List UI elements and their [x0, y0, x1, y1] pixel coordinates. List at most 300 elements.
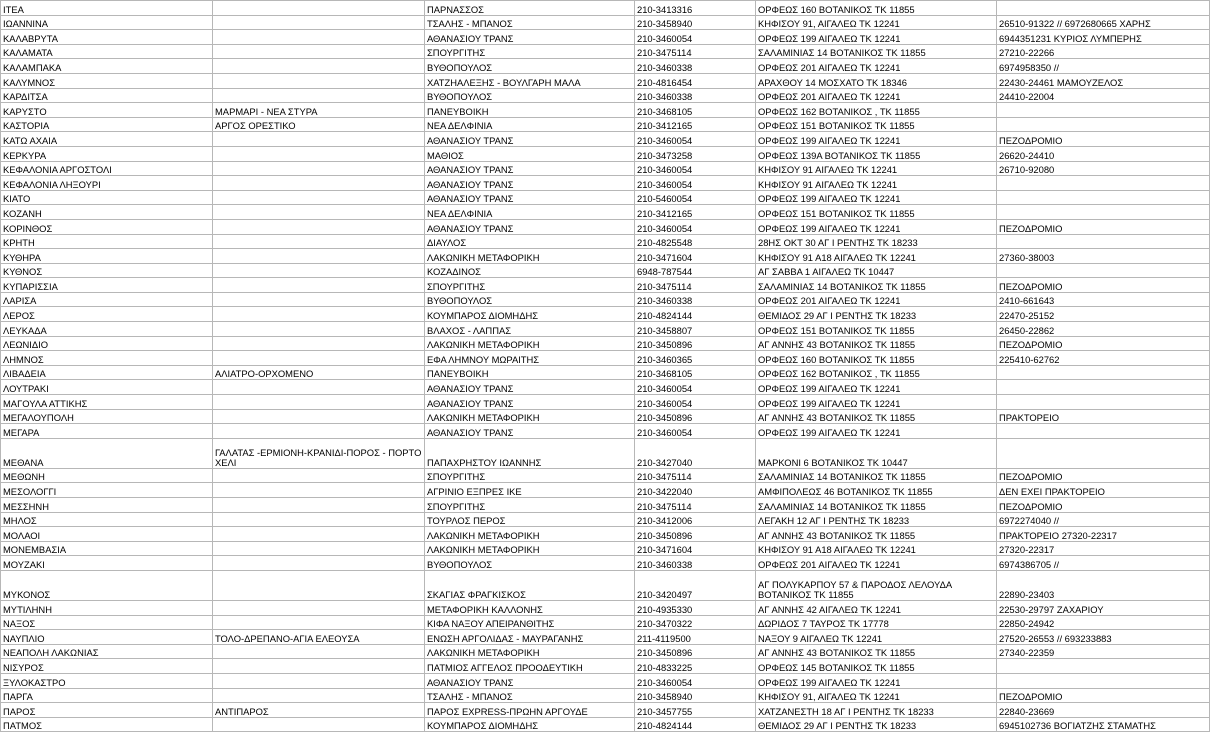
- area-cell[interactable]: [213, 336, 425, 351]
- phone-cell[interactable]: 210-3412165: [635, 205, 756, 220]
- address-cell[interactable]: ΟΡΦΕΩΣ 139Α ΒΟΤΑΝΙΚΟΣ ΤΚ 11855: [756, 146, 997, 161]
- phone-cell[interactable]: 210-3475114: [635, 278, 756, 293]
- address-cell[interactable]: ΚΗΦΙΣΟΥ 91 Α18 ΑΙΓΑΛΕΩ ΤΚ 12241: [756, 541, 997, 556]
- address-cell[interactable]: ΟΡΦΕΩΣ 199 ΑΙΓΑΛΕΩ ΤΚ 12241: [756, 132, 997, 147]
- address-cell[interactable]: ΚΗΦΙΣΟΥ 91, ΑΙΓΑΛΕΩ ΤΚ 12241: [756, 15, 997, 30]
- notes-cell[interactable]: 27520-26553 // 693233883: [997, 630, 1210, 645]
- carrier-cell[interactable]: ΤΟΥΡΛΟΣ ΠΕΡΟΣ: [425, 512, 635, 527]
- address-cell[interactable]: ΟΡΦΕΩΣ 160 ΒΟΤΑΝΙΚΟΣ ΤΚ 11855: [756, 351, 997, 366]
- carrier-cell[interactable]: ΣΠΟΥΡΓΙΤΗΣ: [425, 44, 635, 59]
- phone-cell[interactable]: 210-3450896: [635, 644, 756, 659]
- area-cell[interactable]: [213, 146, 425, 161]
- destination-cell[interactable]: ΠΑΡΟΣ: [1, 703, 213, 718]
- phone-cell[interactable]: 210-3460054: [635, 161, 756, 176]
- notes-cell[interactable]: 26620-24410: [997, 146, 1210, 161]
- destination-cell[interactable]: ΚΑΣΤΟΡΙΑ: [1, 117, 213, 132]
- area-cell[interactable]: [213, 234, 425, 249]
- carrier-cell[interactable]: ΠΑΡΟΣ EXPRESS-ΠΡΩΗΝ ΑΡΓΟΥΔΕ: [425, 703, 635, 718]
- carrier-cell[interactable]: ΣΠΟΥΡΓΙΤΗΣ: [425, 498, 635, 513]
- notes-cell[interactable]: ΠΕΖΟΔΡΟΜΙΟ: [997, 132, 1210, 147]
- phone-cell[interactable]: 210-3460338: [635, 556, 756, 571]
- address-cell[interactable]: ΝΑΞΟΥ 9 ΑΙΓΑΛΕΩ ΤΚ 12241: [756, 630, 997, 645]
- notes-cell[interactable]: ΠΕΖΟΔΡΟΜΙΟ: [997, 336, 1210, 351]
- area-cell[interactable]: [213, 73, 425, 88]
- area-cell[interactable]: [213, 717, 425, 732]
- destination-cell[interactable]: ΛΕΡΟΣ: [1, 307, 213, 322]
- address-cell[interactable]: 28ΗΣ ΟΚΤ 30 ΑΓ Ι ΡΕΝΤΗΣ ΤΚ 18233: [756, 234, 997, 249]
- notes-cell[interactable]: 24410-22004: [997, 88, 1210, 103]
- notes-cell[interactable]: 6945102736 ΒΟΓΙΑΤΖΗΣ ΣΤΑΜΑΤΗΣ: [997, 717, 1210, 732]
- phone-cell[interactable]: 210-3473258: [635, 146, 756, 161]
- destination-cell[interactable]: ΠΑΤΜΟΣ: [1, 717, 213, 732]
- area-cell[interactable]: [213, 600, 425, 615]
- destination-cell[interactable]: ΜΕΣΣΗΝΗ: [1, 498, 213, 513]
- phone-cell[interactable]: 210-3460054: [635, 176, 756, 191]
- area-cell[interactable]: [213, 44, 425, 59]
- carrier-cell[interactable]: ΒΥΘΟΠΟΥΛΟΣ: [425, 59, 635, 74]
- area-cell[interactable]: [213, 1, 425, 16]
- carrier-cell[interactable]: ΧΑΤΖΗΑΛΕΞΗΣ - ΒΟΥΛΓΑΡΗ ΜΑΛΑ: [425, 73, 635, 88]
- phone-cell[interactable]: 210-3412006: [635, 512, 756, 527]
- address-cell[interactable]: ΟΡΦΕΩΣ 151 ΒΟΤΑΝΙΚΟΣ ΤΚ 11855: [756, 322, 997, 337]
- phone-cell[interactable]: 210-3475114: [635, 468, 756, 483]
- area-cell[interactable]: ΑΛΙΑΤΡΟ-ΟΡΧΟΜΕΝΟ: [213, 365, 425, 380]
- address-cell[interactable]: ΛΕΓΑΚΗ 12 ΑΓ Ι ΡΕΝΤΗΣ ΤΚ 18233: [756, 512, 997, 527]
- area-cell[interactable]: [213, 322, 425, 337]
- phone-cell[interactable]: 210-3475114: [635, 498, 756, 513]
- phone-cell[interactable]: 210-3458940: [635, 15, 756, 30]
- carrier-cell[interactable]: ΕΦΑ ΛΗΜΝΟΥ ΜΩΡΑΙΤΗΣ: [425, 351, 635, 366]
- address-cell[interactable]: ΑΓ ΑΝΝΗΣ 43 ΒΟΤΑΝΙΚΟΣ ΤΚ 11855: [756, 409, 997, 424]
- phone-cell[interactable]: 6948-787544: [635, 263, 756, 278]
- address-cell[interactable]: ΟΡΦΕΩΣ 199 ΑΙΓΑΛΕΩ ΤΚ 12241: [756, 219, 997, 234]
- notes-cell[interactable]: [997, 1, 1210, 16]
- area-cell[interactable]: [213, 132, 425, 147]
- notes-cell[interactable]: [997, 117, 1210, 132]
- destination-cell[interactable]: ΝΑΞΟΣ: [1, 615, 213, 630]
- destination-cell[interactable]: ΛΑΡΙΣΑ: [1, 292, 213, 307]
- notes-cell[interactable]: 22530-29797 ΖΑΧΑΡΙΟΥ: [997, 600, 1210, 615]
- address-cell[interactable]: ΚΗΦΙΣΟΥ 91, ΑΙΓΑΛΕΩ ΤΚ 12241: [756, 688, 997, 703]
- notes-cell[interactable]: 6972274040 //: [997, 512, 1210, 527]
- address-cell[interactable]: ΧΑΤΖΑΝΕΣΤΗ 18 ΑΓ Ι ΡΕΝΤΗΣ ΤΚ 18233: [756, 703, 997, 718]
- notes-cell[interactable]: 26510-91322 // 6972680665 ΧΑΡΗΣ: [997, 15, 1210, 30]
- destination-cell[interactable]: ΜΕΘΑΝΑ: [1, 438, 213, 468]
- notes-cell[interactable]: ΠΕΖΟΔΡΟΜΙΟ: [997, 219, 1210, 234]
- area-cell[interactable]: [213, 59, 425, 74]
- destination-cell[interactable]: ΜΟΥΖΑΚΙ: [1, 556, 213, 571]
- carrier-cell[interactable]: ΛΑΚΩΝΙΚΗ ΜΕΤΑΦΟΡΙΚΗ: [425, 409, 635, 424]
- table-row: [1, 73, 1210, 88]
- table-row: [1, 234, 1210, 249]
- destination-cell[interactable]: ΝΙΣΥΡΟΣ: [1, 659, 213, 674]
- carrier-cell[interactable]: ΑΘΑΝΑΣΙΟΥ ΤΡΑΝΣ: [425, 380, 635, 395]
- address-cell[interactable]: ΟΡΦΕΩΣ 199 ΑΙΓΑΛΕΩ ΤΚ 12241: [756, 395, 997, 410]
- phone-cell[interactable]: 210-3460054: [635, 30, 756, 45]
- notes-cell[interactable]: [997, 103, 1210, 118]
- area-cell[interactable]: [213, 205, 425, 220]
- destination-cell[interactable]: ΜΕΓΑΛΟΥΠΟΛΗ: [1, 409, 213, 424]
- destination-cell[interactable]: ΚΑΤΩ ΑΧΑΙΑ: [1, 132, 213, 147]
- carrier-cell[interactable]: ΣΚΑΓΙΑΣ ΦΡΑΓΚΙΣΚΟΣ: [425, 570, 635, 600]
- carrier-cell[interactable]: ΝΕΑ ΔΕΛΦΙΝΙΑ: [425, 205, 635, 220]
- notes-cell[interactable]: 26710-92080: [997, 161, 1210, 176]
- table-row: [1, 483, 1210, 498]
- table-row: [1, 146, 1210, 161]
- carrier-cell[interactable]: ΠΑΤΜΙΟΣ ΑΓΓΕΛΟΣ ΠΡΟΟΔΕΥΤΙΚΗ: [425, 659, 635, 674]
- carrier-cell[interactable]: ΑΘΑΝΑΣΙΟΥ ΤΡΑΝΣ: [425, 219, 635, 234]
- carrier-cell[interactable]: ΛΑΚΩΝΙΚΗ ΜΕΤΑΦΟΡΙΚΗ: [425, 527, 635, 542]
- notes-cell[interactable]: [997, 395, 1210, 410]
- area-cell[interactable]: [213, 659, 425, 674]
- area-cell[interactable]: [213, 673, 425, 688]
- phone-cell[interactable]: 210-3460338: [635, 292, 756, 307]
- area-cell[interactable]: [213, 15, 425, 30]
- destination-cell[interactable]: ΚΑΛΥΜΝΟΣ: [1, 73, 213, 88]
- area-cell[interactable]: [213, 88, 425, 103]
- address-cell[interactable]: ΟΡΦΕΩΣ 199 ΑΙΓΑΛΕΩ ΤΚ 12241: [756, 190, 997, 205]
- address-cell[interactable]: ΟΡΦΕΩΣ 201 ΑΙΓΑΛΕΩ ΤΚ 12241: [756, 88, 997, 103]
- destination-cell[interactable]: ΚΑΡΥΣΤΟ: [1, 103, 213, 118]
- address-cell[interactable]: ΟΡΦΕΩΣ 199 ΑΙΓΑΛΕΩ ΤΚ 12241: [756, 424, 997, 439]
- carrier-cell[interactable]: ΣΠΟΥΡΓΙΤΗΣ: [425, 468, 635, 483]
- destination-cell[interactable]: ΜΕΘΩΝΗ: [1, 468, 213, 483]
- address-cell[interactable]: ΟΡΦΕΩΣ 199 ΑΙΓΑΛΕΩ ΤΚ 12241: [756, 380, 997, 395]
- carrier-cell[interactable]: ΜΑΘΙΟΣ: [425, 146, 635, 161]
- carrier-cell[interactable]: ΠΑΝΕΥΒΟΙΚΗ: [425, 365, 635, 380]
- address-cell[interactable]: ΘΕΜΙΔΟΣ 29 ΑΓ Ι ΡΕΝΤΗΣ ΤΚ 18233: [756, 307, 997, 322]
- phone-cell[interactable]: 210-3412165: [635, 117, 756, 132]
- table-row: [1, 88, 1210, 103]
- phone-cell[interactable]: 210-3420497: [635, 570, 756, 600]
- table-row: [1, 673, 1210, 688]
- destination-cell[interactable]: ΜΟΝΕΜΒΑΣΙΑ: [1, 541, 213, 556]
- area-cell[interactable]: [213, 278, 425, 293]
- notes-cell[interactable]: 27210-22266: [997, 44, 1210, 59]
- phone-cell[interactable]: 210-3427040: [635, 438, 756, 468]
- destination-cell[interactable]: ΚΕΦΑΛΟΝΙΑ ΛΗΞΟΥΡΙ: [1, 176, 213, 191]
- area-cell[interactable]: [213, 468, 425, 483]
- address-cell[interactable]: ΟΡΦΕΩΣ 145 ΒΟΤΑΝΙΚΟΣ ΤΚ 11855: [756, 659, 997, 674]
- area-cell[interactable]: [213, 307, 425, 322]
- area-cell[interactable]: [213, 644, 425, 659]
- area-cell[interactable]: [213, 249, 425, 264]
- table-row: [1, 59, 1210, 74]
- phone-cell[interactable]: 210-4824144: [635, 717, 756, 732]
- notes-cell[interactable]: 22840-23669: [997, 703, 1210, 718]
- notes-cell[interactable]: ΠΕΖΟΔΡΟΜΙΟ: [997, 468, 1210, 483]
- address-cell[interactable]: ΟΡΦΕΩΣ 201 ΑΙΓΑΛΕΩ ΤΚ 12241: [756, 59, 997, 74]
- address-cell[interactable]: ΑΓ ΑΝΝΗΣ 42 ΑΙΓΑΛΕΩ ΤΚ 12241: [756, 600, 997, 615]
- phone-cell[interactable]: 210-3460054: [635, 424, 756, 439]
- destination-cell[interactable]: ΚΟΡΙΝΘΟΣ: [1, 219, 213, 234]
- notes-cell[interactable]: 22850-24942: [997, 615, 1210, 630]
- address-cell[interactable]: ΑΓ ΣΑΒΒΑ 1 ΑΙΓΑΛΕΩ ΤΚ 10447: [756, 263, 997, 278]
- carrier-cell[interactable]: ΔΙΑΥΛΟΣ: [425, 234, 635, 249]
- area-cell[interactable]: [213, 219, 425, 234]
- table-row: [1, 103, 1210, 118]
- address-cell[interactable]: ΟΡΦΕΩΣ 201 ΑΙΓΑΛΕΩ ΤΚ 12241: [756, 556, 997, 571]
- phone-cell[interactable]: 210-3460338: [635, 88, 756, 103]
- carrier-cell[interactable]: ΑΓΡΙΝΙΟ ΕΞΠΡΕΣ ΙΚΕ: [425, 483, 635, 498]
- phone-cell[interactable]: 210-3460054: [635, 673, 756, 688]
- phone-cell[interactable]: 210-3470322: [635, 615, 756, 630]
- notes-cell[interactable]: 22430-24461 ΜΑΜΟΥΖΕΛΟΣ: [997, 73, 1210, 88]
- notes-cell[interactable]: ΠΕΖΟΔΡΟΜΙΟ: [997, 278, 1210, 293]
- destination-cell[interactable]: ΚΥΘΗΡΑ: [1, 249, 213, 264]
- address-cell[interactable]: ΚΗΦΙΣΟΥ 91 ΑΙΓΑΛΕΩ ΤΚ 12241: [756, 161, 997, 176]
- phone-cell[interactable]: 210-3471604: [635, 249, 756, 264]
- carrier-cell[interactable]: ΒΥΘΟΠΟΥΛΟΣ: [425, 556, 635, 571]
- carrier-cell[interactable]: ΜΕΤΑΦΟΡΙΚΗ ΚΑΛΛΟΝΗΣ: [425, 600, 635, 615]
- area-cell[interactable]: [213, 570, 425, 600]
- phone-cell[interactable]: 210-3460365: [635, 351, 756, 366]
- carrier-cell[interactable]: ΑΘΑΝΑΣΙΟΥ ΤΡΑΝΣ: [425, 673, 635, 688]
- phone-cell[interactable]: 210-5460054: [635, 190, 756, 205]
- destination-cell[interactable]: ΚΑΡΔΙΤΣΑ: [1, 88, 213, 103]
- destination-cell[interactable]: ΚΥΘΝΟΣ: [1, 263, 213, 278]
- carrier-cell[interactable]: ΛΑΚΩΝΙΚΗ ΜΕΤΑΦΟΡΙΚΗ: [425, 541, 635, 556]
- phone-cell[interactable]: 210-3458940: [635, 688, 756, 703]
- destination-cell[interactable]: ΚΑΛΑΜΑΤΑ: [1, 44, 213, 59]
- area-cell[interactable]: [213, 498, 425, 513]
- destination-cell[interactable]: ΚΕΡΚΥΡΑ: [1, 146, 213, 161]
- phone-cell[interactable]: 210-3413316: [635, 1, 756, 16]
- table-row: [1, 278, 1210, 293]
- address-cell[interactable]: ΟΡΦΕΩΣ 199 ΑΙΓΑΛΕΩ ΤΚ 12241: [756, 30, 997, 45]
- notes-cell[interactable]: [997, 380, 1210, 395]
- carrier-cell[interactable]: ΚΟΥΜΠΑΡΟΣ ΔΙΟΜΗΔΗΣ: [425, 717, 635, 732]
- destination-cell[interactable]: ΜΟΛΑΟΙ: [1, 527, 213, 542]
- notes-cell[interactable]: 27340-22359: [997, 644, 1210, 659]
- phone-cell[interactable]: 210-3460054: [635, 132, 756, 147]
- area-cell[interactable]: [213, 556, 425, 571]
- carrier-cell[interactable]: ΒΥΘΟΠΟΥΛΟΣ: [425, 88, 635, 103]
- address-cell[interactable]: ΚΗΦΙΣΟΥ 91 Α18 ΑΙΓΑΛΕΩ ΤΚ 12241: [756, 249, 997, 264]
- phone-cell[interactable]: 210-3458807: [635, 322, 756, 337]
- notes-cell[interactable]: [997, 673, 1210, 688]
- phone-cell[interactable]: 210-3460338: [635, 59, 756, 74]
- area-cell[interactable]: [213, 483, 425, 498]
- carrier-cell[interactable]: ΠΑΡΝΑΣΣΟΣ: [425, 1, 635, 16]
- phone-cell[interactable]: 210-3460054: [635, 395, 756, 410]
- notes-cell[interactable]: ΠΕΖΟΔΡΟΜΙΟ: [997, 498, 1210, 513]
- address-cell[interactable]: ΑΓ ΠΟΛΥΚΑΡΠΟΥ 57 & ΠΑΡΟΔΟΣ ΛΕΛΟΥΔΑ ΒΟΤΑΝΙΚΟΣ ΤΚ 11855: [756, 570, 997, 600]
- notes-cell[interactable]: 2410-661643: [997, 292, 1210, 307]
- destination-cell[interactable]: ΛΗΜΝΟΣ: [1, 351, 213, 366]
- notes-cell[interactable]: [997, 176, 1210, 191]
- notes-cell[interactable]: [997, 424, 1210, 439]
- phone-cell[interactable]: 210-4935330: [635, 600, 756, 615]
- carrier-cell[interactable]: ΠΑΝΕΥΒΟΙΚΗ: [425, 103, 635, 118]
- area-cell[interactable]: [213, 541, 425, 556]
- destination-cell[interactable]: ΚΑΛΑΜΠΑΚΑ: [1, 59, 213, 74]
- address-cell[interactable]: ΟΡΦΕΩΣ 160 ΒΟΤΑΝΙΚΟΣ ΤΚ 11855: [756, 1, 997, 16]
- destination-cell[interactable]: ΚΕΦΑΛΟΝΙΑ ΑΡΓΟΣΤΟΛΙ: [1, 161, 213, 176]
- notes-cell[interactable]: ΔΕΝ ΕΧΕΙ ΠΡΑΚΤΟΡΕΙΟ: [997, 483, 1210, 498]
- notes-cell[interactable]: [997, 205, 1210, 220]
- carrier-cell[interactable]: ΚΟΥΜΠΑΡΟΣ ΔΙΟΜΗΔΗΣ: [425, 307, 635, 322]
- destination-cell[interactable]: ΛΕΥΚΑΔΑ: [1, 322, 213, 337]
- carrier-cell[interactable]: ΚΙΦΑ ΝΑΞΟΥ ΑΠΕΙΡΑΝΘΙΤΗΣ: [425, 615, 635, 630]
- destination-cell[interactable]: ΙΤΕΑ: [1, 1, 213, 16]
- carrier-cell[interactable]: ΠΑΠΑΧΡΗΣΤΟΥ ΙΩΑΝΝΗΣ: [425, 438, 635, 468]
- carrier-cell[interactable]: ΑΘΑΝΑΣΙΟΥ ΤΡΑΝΣ: [425, 395, 635, 410]
- area-cell[interactable]: [213, 527, 425, 542]
- notes-cell[interactable]: [997, 659, 1210, 674]
- phone-cell[interactable]: 210-4824144: [635, 307, 756, 322]
- carrier-cell[interactable]: ΑΘΑΝΑΣΙΟΥ ΤΡΑΝΣ: [425, 132, 635, 147]
- carrier-cell[interactable]: ΤΣΑΛΗΣ - ΜΠΑΝΟΣ: [425, 688, 635, 703]
- area-cell[interactable]: [213, 263, 425, 278]
- destination-cell[interactable]: ΜΗΛΟΣ: [1, 512, 213, 527]
- destination-cell[interactable]: ΜΥΤΙΛΗΝΗ: [1, 600, 213, 615]
- phone-cell[interactable]: 210-4816454: [635, 73, 756, 88]
- notes-cell[interactable]: 26450-22862: [997, 322, 1210, 337]
- destination-cell[interactable]: ΚΙΑΤΟ: [1, 190, 213, 205]
- address-cell[interactable]: ΘΕΜΙΔΟΣ 29 ΑΓ Ι ΡΕΝΤΗΣ ΤΚ 18233: [756, 717, 997, 732]
- address-cell[interactable]: ΑΜΦΙΠΟΛΕΩΣ 46 ΒΟΤΑΝΙΚΟΣ ΤΚ 11855: [756, 483, 997, 498]
- phone-cell[interactable]: 210-3468105: [635, 365, 756, 380]
- notes-cell[interactable]: ΠΡΑΚΤΟΡΕΙΟ: [997, 409, 1210, 424]
- area-cell[interactable]: [213, 615, 425, 630]
- notes-cell[interactable]: 6974958350 //: [997, 59, 1210, 74]
- phone-cell[interactable]: 210-4833225: [635, 659, 756, 674]
- notes-cell[interactable]: 225410-62762: [997, 351, 1210, 366]
- area-cell[interactable]: [213, 351, 425, 366]
- carrier-cell[interactable]: ΒΛΑΧΟΣ - ΛΑΠΠΑΣ: [425, 322, 635, 337]
- address-cell[interactable]: ΑΡΑΧΘΟΥ 14 ΜΟΣΧΑΤΟ ΤΚ 18346: [756, 73, 997, 88]
- destination-cell[interactable]: ΚΥΠΑΡΙΣΣΙΑ: [1, 278, 213, 293]
- notes-cell[interactable]: [997, 365, 1210, 380]
- area-cell[interactable]: [213, 190, 425, 205]
- phone-cell[interactable]: 210-3450896: [635, 336, 756, 351]
- destination-cell[interactable]: ΛΟΥΤΡΑΚΙ: [1, 380, 213, 395]
- phone-cell[interactable]: 210-3460054: [635, 380, 756, 395]
- carrier-cell[interactable]: ΑΘΑΝΑΣΙΟΥ ΤΡΑΝΣ: [425, 424, 635, 439]
- phone-cell[interactable]: 211-4119500: [635, 630, 756, 645]
- destination-cell[interactable]: ΝΑΥΠΛΙΟ: [1, 630, 213, 645]
- carrier-cell[interactable]: ΛΑΚΩΝΙΚΗ ΜΕΤΑΦΟΡΙΚΗ: [425, 644, 635, 659]
- area-cell[interactable]: ΓΑΛΑΤΑΣ -ΕΡΜΙΟΝΗ-ΚΡΑΝΙΔΙ-ΠΟΡΟΣ - ΠΟΡΤΟ ΧΕΛΙ: [213, 438, 425, 468]
- address-cell[interactable]: ΟΡΦΕΩΣ 201 ΑΙΓΑΛΕΩ ΤΚ 12241: [756, 292, 997, 307]
- area-cell[interactable]: ΤΟΛΟ-ΔΡΕΠΑΝΟ-ΑΓΙΑ ΕΛΕΟΥΣΑ: [213, 630, 425, 645]
- address-cell[interactable]: ΟΡΦΕΩΣ 162 ΒΟΤΑΝΙΚΟΣ , ΤΚ 11855: [756, 103, 997, 118]
- address-cell[interactable]: ΟΡΦΕΩΣ 151 ΒΟΤΑΝΙΚΟΣ ΤΚ 11855: [756, 205, 997, 220]
- phone-cell[interactable]: 210-3450896: [635, 527, 756, 542]
- address-cell[interactable]: ΟΡΦΕΩΣ 151 ΒΟΤΑΝΙΚΟΣ ΤΚ 11855: [756, 117, 997, 132]
- area-cell[interactable]: ΑΝΤΙΠΑΡΟΣ: [213, 703, 425, 718]
- area-cell[interactable]: ΑΡΓΟΣ ΟΡΕΣΤΙΚΟ: [213, 117, 425, 132]
- phone-cell[interactable]: 210-3475114: [635, 44, 756, 59]
- address-cell[interactable]: ΑΓ ΑΝΝΗΣ 43 ΒΟΤΑΝΙΚΟΣ ΤΚ 11855: [756, 527, 997, 542]
- carrier-cell[interactable]: ΛΑΚΩΝΙΚΗ ΜΕΤΑΦΟΡΙΚΗ: [425, 336, 635, 351]
- address-cell[interactable]: ΣΑΛΑΜΙΝΙΑΣ 14 ΒΟΤΑΝΙΚΟΣ ΤΚ 11855: [756, 44, 997, 59]
- notes-cell[interactable]: ΠΡΑΚΤΟΡΕΙΟ 27320-22317: [997, 527, 1210, 542]
- notes-cell[interactable]: [997, 234, 1210, 249]
- area-cell[interactable]: [213, 688, 425, 703]
- table-row: [1, 512, 1210, 527]
- notes-cell[interactable]: 27360-38003: [997, 249, 1210, 264]
- destination-cell[interactable]: ΛΙΒΑΔΕΙΑ: [1, 365, 213, 380]
- phone-cell[interactable]: 210-3422040: [635, 483, 756, 498]
- destination-cell[interactable]: ΚΑΛΑΒΡΥΤΑ: [1, 30, 213, 45]
- carrier-cell[interactable]: ΤΣΑΛΗΣ - ΜΠΑΝΟΣ: [425, 15, 635, 30]
- notes-cell[interactable]: [997, 190, 1210, 205]
- area-cell[interactable]: [213, 380, 425, 395]
- address-cell[interactable]: ΜΑΡΚΟΝΙ 6 ΒΟΤΑΝΙΚΟΣ ΤΚ 10447: [756, 438, 997, 468]
- address-cell[interactable]: ΑΓ ΑΝΝΗΣ 43 ΒΟΤΑΝΙΚΟΣ ΤΚ 11855: [756, 644, 997, 659]
- table-row: [1, 644, 1210, 659]
- phone-cell[interactable]: 210-4825548: [635, 234, 756, 249]
- destination-cell[interactable]: ΜΕΓΑΡΑ: [1, 424, 213, 439]
- area-cell[interactable]: [213, 424, 425, 439]
- notes-cell[interactable]: 22890-23403: [997, 570, 1210, 600]
- area-cell[interactable]: [213, 409, 425, 424]
- area-cell[interactable]: [213, 512, 425, 527]
- carrier-cell[interactable]: ΚΟΖΑΔΙΝΟΣ: [425, 263, 635, 278]
- address-cell[interactable]: ΔΩΡΙΔΟΣ 7 ΤΑΥΡΟΣ ΤΚ 17778: [756, 615, 997, 630]
- notes-cell[interactable]: 6974386705 //: [997, 556, 1210, 571]
- carrier-cell[interactable]: ΑΘΑΝΑΣΙΟΥ ΤΡΑΝΣ: [425, 176, 635, 191]
- destination-cell[interactable]: ΝΕΑΠΟΛΗ ΛΑΚΩΝΙΑΣ: [1, 644, 213, 659]
- notes-cell[interactable]: 22470-25152: [997, 307, 1210, 322]
- destination-cell[interactable]: ΛΕΩΝΙΔΙΟ: [1, 336, 213, 351]
- phone-cell[interactable]: 210-3468105: [635, 103, 756, 118]
- address-cell[interactable]: ΑΓ ΑΝΝΗΣ 43 ΒΟΤΑΝΙΚΟΣ ΤΚ 11855: [756, 336, 997, 351]
- address-cell[interactable]: ΟΡΦΕΩΣ 199 ΑΙΓΑΛΕΩ ΤΚ 12241: [756, 673, 997, 688]
- destination-cell[interactable]: ΜΑΓΟΥΛΑ ΑΤΤΙΚΗΣ: [1, 395, 213, 410]
- address-cell[interactable]: ΣΑΛΑΜΙΝΙΑΣ 14 ΒΟΤΑΝΙΚΟΣ ΤΚ 11855: [756, 468, 997, 483]
- carrier-cell[interactable]: ΒΥΘΟΠΟΥΛΟΣ: [425, 292, 635, 307]
- carrier-cell[interactable]: ΣΠΟΥΡΓΙΤΗΣ: [425, 278, 635, 293]
- destination-cell[interactable]: ΙΩΑΝΝΙΝΑ: [1, 15, 213, 30]
- carrier-cell[interactable]: ΕΝΩΣΗ ΑΡΓΟΛΙΔΑΣ - ΜΑΥΡΑΓΑΝΗΣ: [425, 630, 635, 645]
- carrier-cell[interactable]: ΑΘΑΝΑΣΙΟΥ ΤΡΑΝΣ: [425, 30, 635, 45]
- destination-cell[interactable]: ΜΕΣΟΛΟΓΓΙ: [1, 483, 213, 498]
- carrier-cell[interactable]: ΑΘΑΝΑΣΙΟΥ ΤΡΑΝΣ: [425, 161, 635, 176]
- area-cell[interactable]: [213, 395, 425, 410]
- table-row: [1, 424, 1210, 439]
- phone-cell[interactable]: 210-3450896: [635, 409, 756, 424]
- area-cell[interactable]: [213, 176, 425, 191]
- notes-cell[interactable]: ΠΕΖΟΔΡΟΜΙΟ: [997, 688, 1210, 703]
- notes-cell[interactable]: [997, 263, 1210, 278]
- phone-cell[interactable]: 210-3460054: [635, 219, 756, 234]
- phone-cell[interactable]: 210-3457755: [635, 703, 756, 718]
- carrier-cell[interactable]: ΝΕΑ ΔΕΛΦΙΝΙΑ: [425, 117, 635, 132]
- destination-cell[interactable]: ΠΑΡΓΑ: [1, 688, 213, 703]
- destination-cell[interactable]: ΚΡΗΤΗ: [1, 234, 213, 249]
- phone-cell[interactable]: 210-3471604: [635, 541, 756, 556]
- area-cell[interactable]: [213, 30, 425, 45]
- notes-cell[interactable]: 6944351231 ΚΥΡΙΟΣ ΛΥΜΠΕΡΗΣ: [997, 30, 1210, 45]
- destination-cell[interactable]: ΜΥΚΟΝΟΣ: [1, 570, 213, 600]
- area-cell[interactable]: [213, 292, 425, 307]
- notes-cell[interactable]: [997, 438, 1210, 468]
- notes-cell[interactable]: 27320-22317: [997, 541, 1210, 556]
- address-cell[interactable]: ΚΗΦΙΣΟΥ 91 ΑΙΓΑΛΕΩ ΤΚ 12241: [756, 176, 997, 191]
- destination-cell[interactable]: ΚΟΖΑΝΗ: [1, 205, 213, 220]
- area-cell[interactable]: [213, 161, 425, 176]
- area-cell[interactable]: ΜΑΡΜΑΡΙ - ΝΕΑ ΣΤΥΡΑ: [213, 103, 425, 118]
- destination-cell[interactable]: ΞΥΛΟΚΑΣΤΡΟ: [1, 673, 213, 688]
- address-cell[interactable]: ΣΑΛΑΜΙΝΙΑΣ 14 ΒΟΤΑΝΙΚΟΣ ΤΚ 11855: [756, 498, 997, 513]
- address-cell[interactable]: ΟΡΦΕΩΣ 162 ΒΟΤΑΝΙΚΟΣ , ΤΚ 11855: [756, 365, 997, 380]
- carrier-cell[interactable]: ΛΑΚΩΝΙΚΗ ΜΕΤΑΦΟΡΙΚΗ: [425, 249, 635, 264]
- address-cell[interactable]: ΣΑΛΑΜΙΝΙΑΣ 14 ΒΟΤΑΝΙΚΟΣ ΤΚ 11855: [756, 278, 997, 293]
- carrier-cell[interactable]: ΑΘΑΝΑΣΙΟΥ ΤΡΑΝΣ: [425, 190, 635, 205]
